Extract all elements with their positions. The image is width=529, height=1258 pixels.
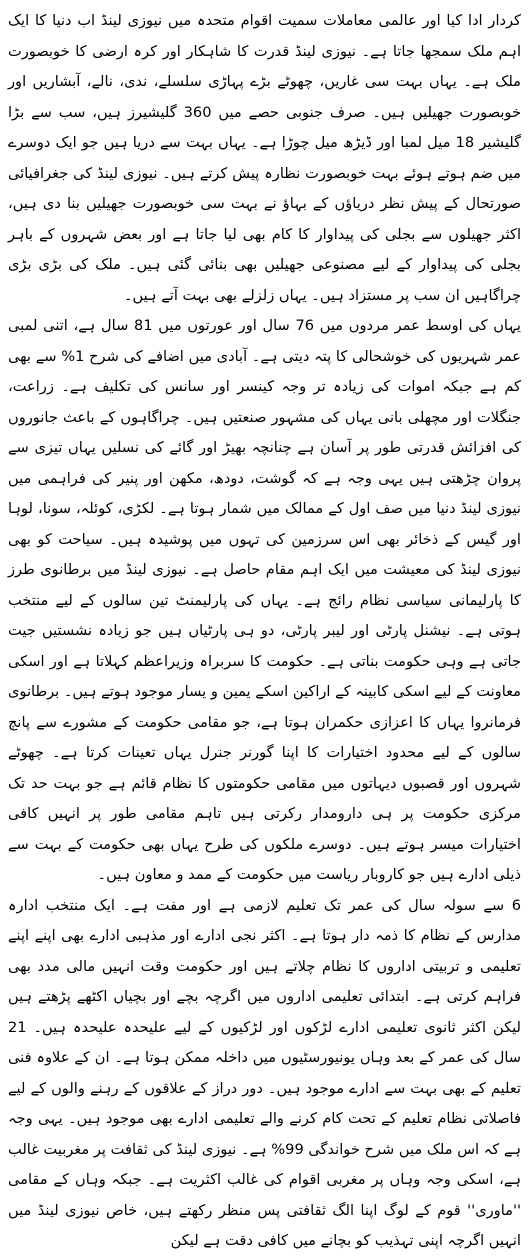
paragraph-2: یہاں کی اوسط عمر مردوں میں 76 سال اور عورتوں میں 81 سال ہے، اتنی لمبی عمر شہریوں کی خوشحالی کا پتہ دیتی ہے۔ آبادی میں اضافے کی شرح 1% سے بھی کم ہے جبکہ اموات کی زیادہ تر وجہ کینسر اور سانس کی تکلیف ہے۔ زراعت، جنگلات اور مچھلی بانی یہاں کی مشہور صنعتیں ہیں۔ چراگاہوں کے باعث جانوروں کی افزائش قدرتی طور پر آسان ہے چنانچہ بھیڑ اور گائے کی نسلیں یہاں تیزی سے پروان چڑھتی ہیں یہی وجہ ہے کہ گوشت، دودھ، مکھن اور پنیر کی فراہمی میں نیوزی لینڈ دنیا میں صف اول کے ممالک میں شمار ہوتا ہے۔ لکڑی، کوئلہ، سونا، لوہا اور گیس کے ذخائر بھی اس سرزمین کی تہوں میں پوشیدہ ہیں۔ سیاحت کو بھی نیوزی لینڈ کی معیشت میں ایک اہم مقام حاصل ہے۔ نیوزی لینڈ میں برطانوی طرز کا پارلیمانی سیاسی نظام رائج ہے۔ یہاں کی پارلیمنٹ تین سالوں کے لیے منتخب ہوتی ہے۔ نیشنل پارٹی اور لیبر پارٹی، دو ہی پارٹیاں ہیں جو زیادہ نشستیں جیت جاتی ہے وہی حکومت بناتی ہے۔ حکومت کا سربراہ وزیراعظم کہلاتا ہے اور اسکی معاونت کے لیے اسکی کابینہ کے اراکین اسکے یمین و یسار موجود ہوتے ہیں۔ برطانوی فرمانروا یہاں کا اعزازی حکمران ہوتا ہے، جو مقامی حکومت کے مشورے سے پانچ سالوں کے لیے محدود اختیارات کا اپنا گورنر جنرل یہاں تعینات کرتا ہے۔ چھوٹے شہروں اور قصبوں دیہاتوں میں مقامی حکومتوں کا نظام قائم ہے جو بہت حد تک مرکزی حکومت پر ہی دارومدار رکرتی ہیں تاہم مقامی طور پر انہیں کافی اختیارات میسر ہوتے ہیں۔ دوسرے ملکوں کی طرح یہاں بھی حکومت کے بہت سے ذیلی ادارے ہیں جو کاروبار ریاست میں حکومت کے ممد و معاون ہیں۔ — [8, 317, 521, 883]
paragraph-1: کردار ادا کیا اور عالمی معاملات سمیت اقوام متحدہ میں نیوزی لینڈ اب دنیا کا ایک اہم ملک سمجھا جاتا ہے۔ نیوزی لینڈ قدرت کا شاہکار اور کرہ ارضی کا خوبصورت ملک ہے۔ یہاں بہت سی غاریں، چھوٹے بڑے پہاڑی سلسلے، ندی، نالے، آبشاریں اور خوبصورت جھیلیں ہیں۔ صرف جنوبی حصے میں 360 گلیشیرز ہیں، سب سے بڑا گلیشیر 18 میل لمبا اور ڈیڑھ میل چوڑا ہے۔ یہاں بہت سے دریا ہیں جو ایک دوسرے میں ضم ہوتے ہوئے بہت خوبصورت نظارہ پیش کرتے ہیں۔ نیوزی لینڈ کی جغرافیائی صورتحال کے پیش نظر دریاؤں کے بہاؤ نے بہت سی خوبصورت جھیلیں بنا دی ہیں، اکثر جھیلوں سے بجلی کی پیداوار کا کام بھی لیا جاتا ہے اور بعض شہروں کے باہر بجلی کی پیداوار کے لیے مصنوعی جھیلیں بھی بنائی گئی ہیں۔ ملک کی بڑی بڑی چراگاہیں ان سب پر مستزاد ہیں۔ یہاں زلزلے بھی بہت آتے ہیں۔ — [8, 12, 521, 304]
paragraph-3: 6 سے سولہ سال کی عمر تک تعلیم لازمی ہے اور مفت ہے۔ ایک منتخب ادارہ مدارس کے نظام کا ذمہ دار ہوتا ہے۔ اکثر نجی ادارے اور مذہبی ادارے بھی اپنے اپنے تعلیمی و تربیتی اداروں کا نظام چلاتے ہیں اور حکومت وقت انہیں مالی مدد بھی فراہم کرتی ہے۔ ابتدائی تعلیمی اداروں میں اگرچہ بچے اور بچیاں اکٹھے پڑھتے ہیں لیکن اکثر ثانوی تعلیمی ادارے لڑکوں اور لڑکیوں کے لیے علیحدہ علیحدہ ہیں۔ 21 سال کی عمر کے بعد وہاں یونیورسٹیوں میں داخلہ ممکن ہوتا ہے۔ ان کے علاوہ فنی تعلیم کے بھی بہت سے ادارے موجود ہیں۔ دور دراز کے علاقوں کے رہنے والوں کے لیے فاصلاتی نظام تعلیم کے تحت کام کرنے والے تعلیمی ادارے بھی موجود ہیں۔ یہی وجہ ہے کہ اس ملک میں شرح خواندگی 99% ہے۔ نیوزی لینڈ کی ثقافت پر مغربیت غالب ہے، اسکی وجہ وہاں پر مغربی اقوام کی غالب اکثریت ہے۔ جبکہ وہاں کے مقامی ''ماوری'' قوم کے لوگ اپنا الگ ثقافتی پس منظر رکھتے ہیں، خاص نیوزی لینڈ میں انہیں اگرچہ اپنی تہذیب کو بچانے میں کافی دقت ہے لیکن — [8, 896, 521, 1249]
